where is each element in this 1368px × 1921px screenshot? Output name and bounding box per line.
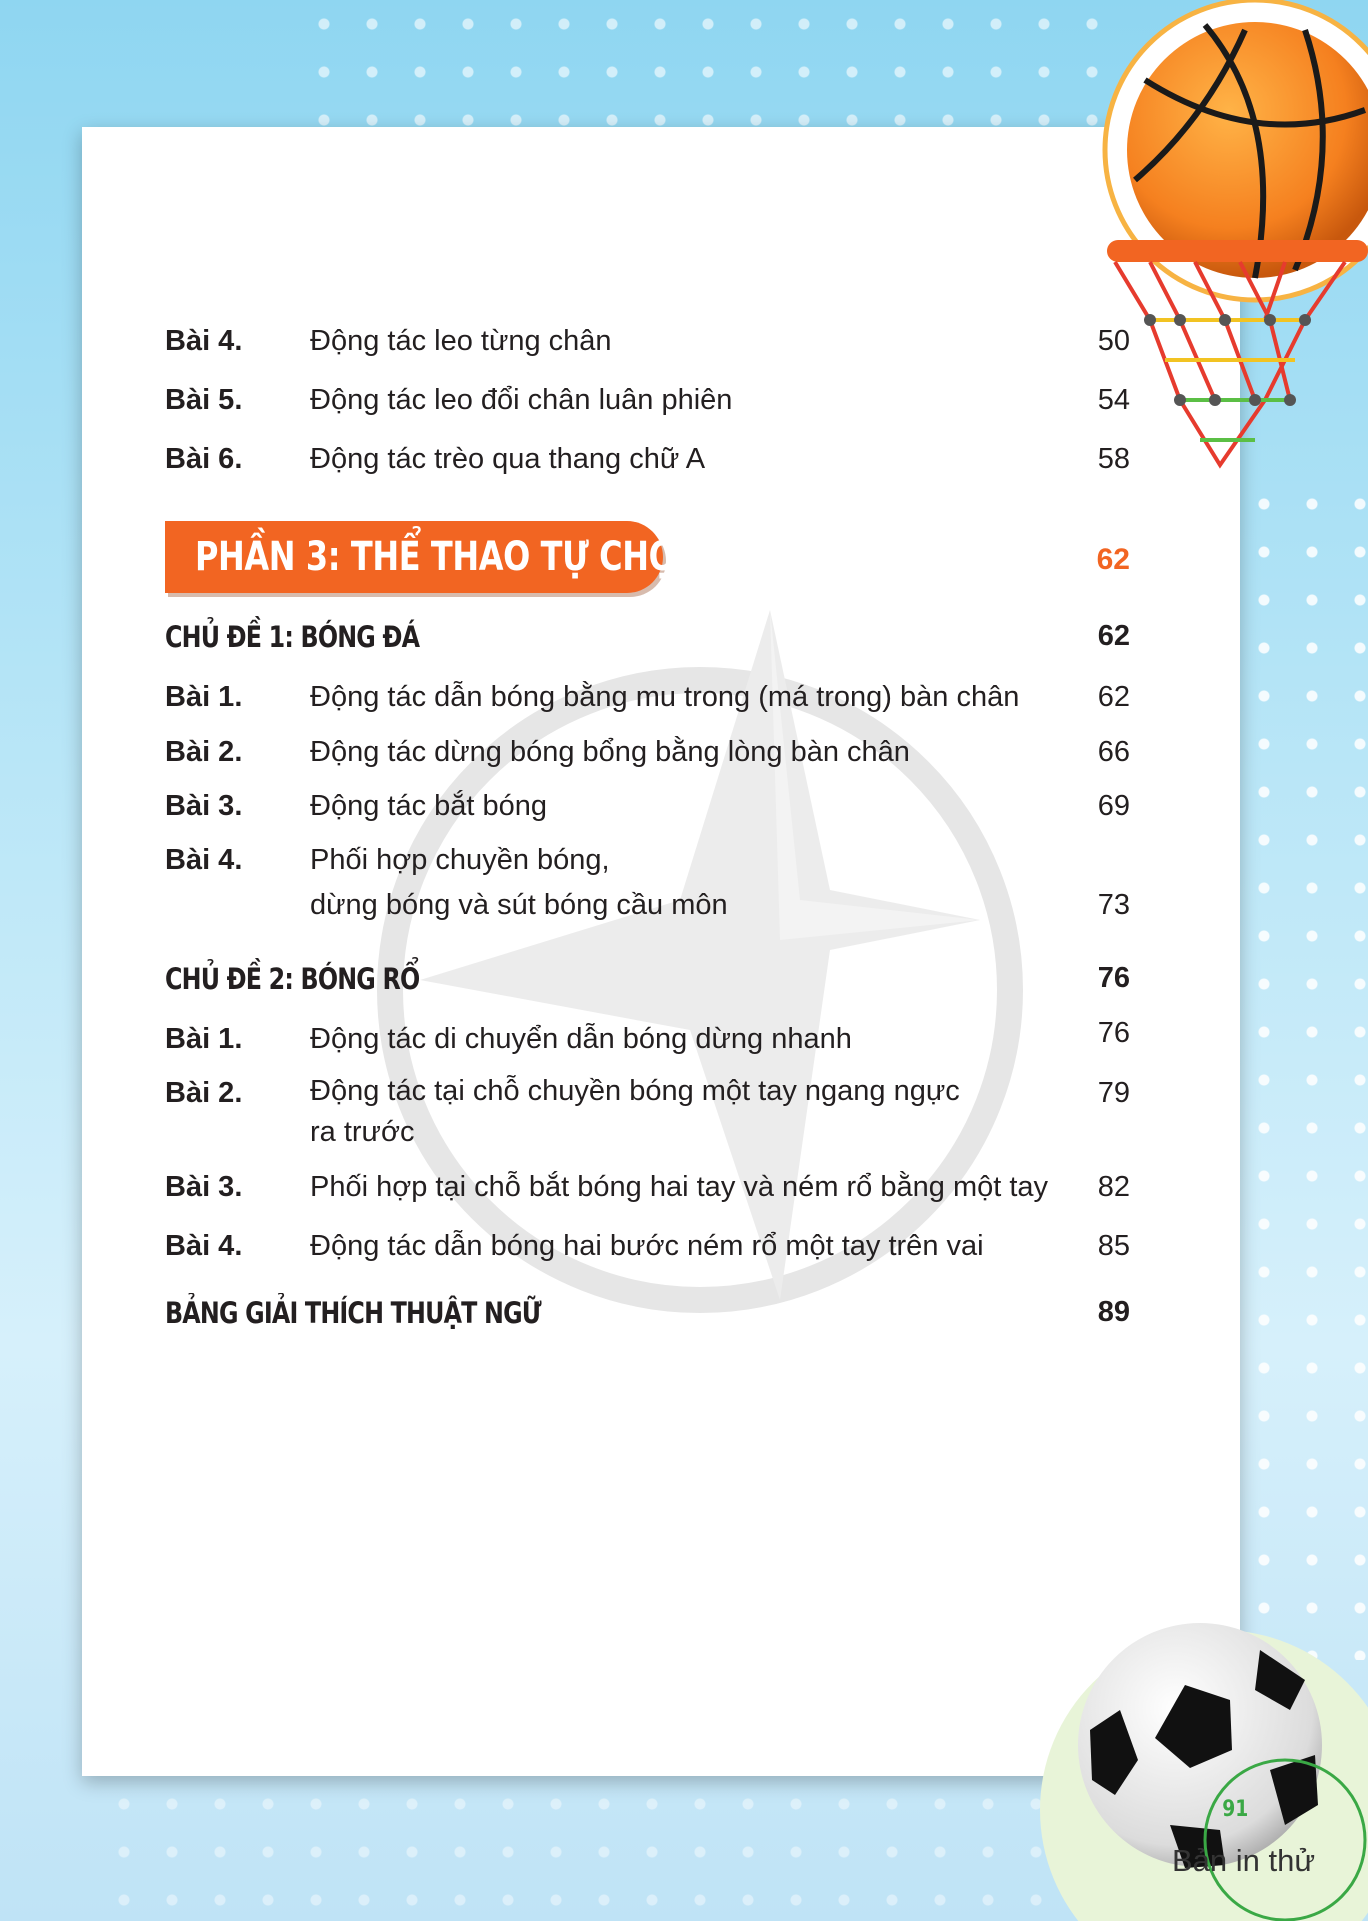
lesson-title-line-2: dừng bóng và sút bóng cầu môn <box>310 889 728 921</box>
dot-pattern-right <box>1240 480 1368 1660</box>
lesson-title: Phối hợp tại chỗ bắt bóng hai tay và ném rổ bằng một tay <box>310 1171 1049 1203</box>
topic-title: CHỦ ĐỀ 2: BÓNG RỔ <box>165 962 420 996</box>
lesson-number: Bài 4. <box>165 844 243 876</box>
lesson-number: Bài 1. <box>165 681 243 713</box>
lesson-page: 62 <box>1097 681 1130 713</box>
section-page: 62 <box>1096 543 1130 576</box>
lesson-page: 50 <box>1097 325 1130 357</box>
lesson-title: Động tác dẫn bóng hai bước ném rổ một tay trên vai <box>310 1230 984 1262</box>
dot-pattern-bottom <box>100 1780 1100 1921</box>
lesson-page: 79 <box>1097 1077 1130 1109</box>
lesson-number: Bài 6. <box>165 443 243 475</box>
lesson-page: 58 <box>1097 443 1130 475</box>
lesson-number: Bài 3. <box>165 790 243 822</box>
lesson-page: 76 <box>1097 1017 1130 1049</box>
lesson-title: Động tác leo đổi chân luân phiên <box>310 384 733 416</box>
lesson-title: Động tác leo từng chân <box>310 325 612 357</box>
lesson-page: 69 <box>1097 790 1130 822</box>
lesson-number: Bài 5. <box>165 384 243 416</box>
lesson-number: Bài 2. <box>165 1077 243 1109</box>
lesson-page: 85 <box>1097 1230 1130 1262</box>
glossary-page: 89 <box>1097 1296 1130 1328</box>
topic-page: 62 <box>1097 620 1130 652</box>
lesson-title: Động tác dẫn bóng bằng mu trong (má trong) bàn chân <box>310 681 1020 713</box>
lesson-page: 54 <box>1097 384 1130 416</box>
lesson-title: Động tác dừng bóng bổng bằng lòng bàn chân <box>310 736 910 768</box>
lesson-page: 66 <box>1097 736 1130 768</box>
lesson-page: 82 <box>1097 1171 1130 1203</box>
lesson-title-line-1: Phối hợp chuyền bóng, <box>310 844 610 876</box>
lesson-title: Động tác trèo qua thang chữ A <box>310 443 706 475</box>
section-title: PHẦN 3: THỂ THAO TỰ CHỌN <box>195 534 702 580</box>
topic-title: CHỦ ĐỀ 1: BÓNG ĐÁ <box>165 620 420 654</box>
lesson-title: Động tác di chuyển dẫn bóng dừng nhanh <box>310 1023 852 1055</box>
print-proof-label: Bản in thử <box>1172 1843 1316 1878</box>
lesson-number: Bài 4. <box>165 1230 243 1262</box>
lesson-number: Bài 3. <box>165 1171 243 1203</box>
lesson-number: Bài 2. <box>165 736 243 768</box>
page-number: 91 <box>1222 1797 1249 1822</box>
dot-pattern-top <box>300 0 1100 130</box>
lesson-title: Động tác bắt bóng <box>310 790 548 822</box>
topic-page: 76 <box>1097 962 1130 994</box>
glossary-title: BẢNG GIẢI THÍCH THUẬT NGỮ <box>165 1296 541 1330</box>
lesson-title-line-2: ra trước <box>310 1116 415 1148</box>
lesson-page: 73 <box>1097 889 1130 921</box>
lesson-title-line-1: Động tác tại chỗ chuyền bóng một tay ngang ngực <box>310 1075 960 1107</box>
lesson-number: Bài 1. <box>165 1023 243 1055</box>
lesson-number: Bài 4. <box>165 325 243 357</box>
section-banner[interactable] <box>165 521 702 593</box>
basketball-hoop-icon <box>1055 0 1368 480</box>
